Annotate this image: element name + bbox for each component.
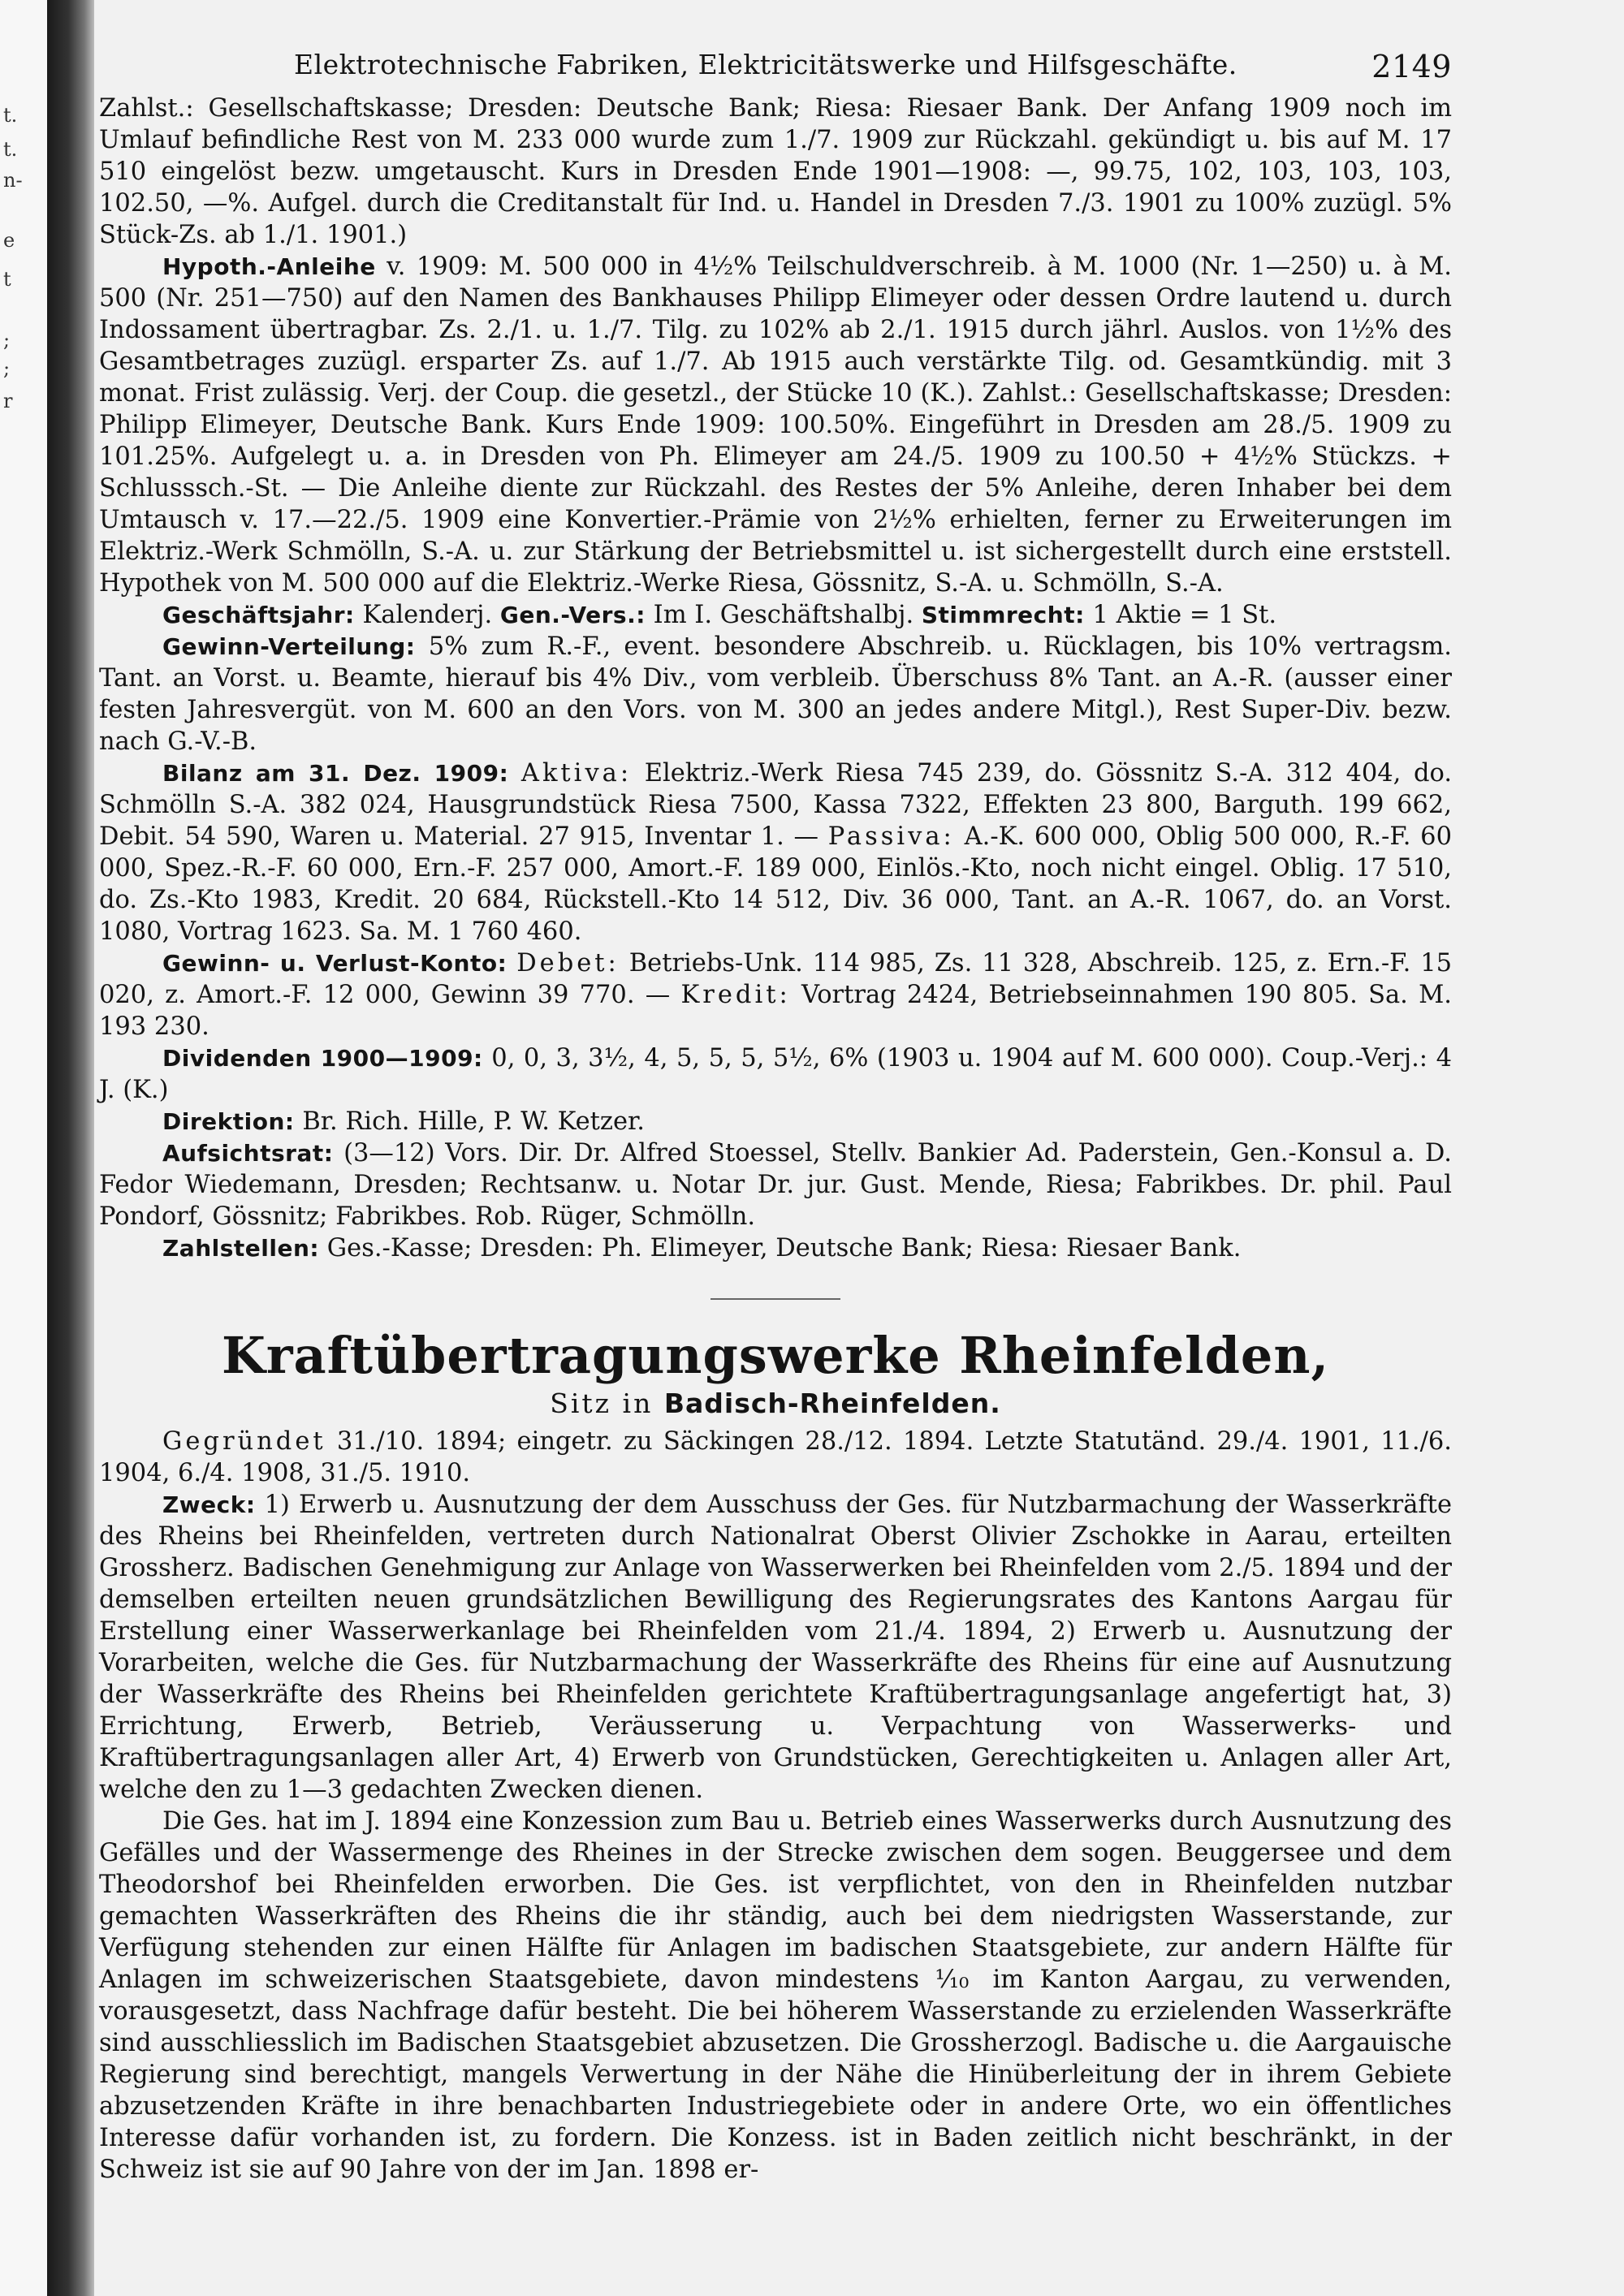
- section-divider: [710, 1298, 840, 1300]
- entry-continuation-paragraph: Zahlst.: Gesellschaftskasse; Dresden: Deutsche Bank; Riesa: Riesaer Bank. Der Anfang 1909 noch im Umlauf befindliche Rest von M. 233 000 wurde zum 1./7. 1909 zur Rückzahl. gekündigt u. bis auf M. 17 510 eingelöst bezw. umgetauscht. Kurs in Dresden Ende 1901—1908: —, 99.75, 102, 103, 103, 103, 102.50, —%. Aufgel. durch die Creditanstalt für Ind. u. Handel in Dresden 7./3. 1901 zu 100% zuzügl. 5% Stück-Zs. ab 1./1. 1901.): [99, 94, 1452, 249]
- section-text: 0, 0, 3, 3½, 4, 5, 5, 5, 5½, 6% (1903 u. 1904 auf M. 600 000). Coup.-Verj.: 4 J. (K.): [99, 1044, 1452, 1104]
- section-label: Hypoth.-Anleihe: [162, 253, 376, 280]
- kredit-text: Vortrag 2424, Betriebseinnahmen 190 805. Sa. M. 193 230.: [99, 981, 1453, 1041]
- adjacent-page-edge: [0, 0, 47, 2296]
- seat-prefix: Sitz in: [550, 1388, 654, 1419]
- section-text: Br. Rich. Hille, P. W. Ketzer.: [302, 1107, 645, 1136]
- section-label: Stimmrecht:: [921, 602, 1085, 628]
- margin-fragment: r: [3, 390, 13, 412]
- section-direktion: [99, 1106, 1452, 1137]
- section-label: Gen.-Vers.:: [499, 602, 646, 628]
- section-label: Direktion:: [162, 1108, 295, 1135]
- section-text: Ges.-Kasse; Dresden: Ph. Elimeyer, Deutsche Bank; Riesa: Riesaer Bank.: [326, 1234, 1242, 1262]
- section-label: Dividenden 1900—1909:: [162, 1045, 483, 1072]
- section-label: Bilanz am 31. Dez. 1909:: [162, 760, 509, 787]
- section-text: (3—12) Vors. Dir. Dr. Alfred Stoessel, Stellv. Bankier Ad. Paderstein, Gen.-Konsul a. D. Fedor Wiedemann, Dresden; Rechtsanw. u. Notar Dr. jur. Gust. Mende, Riesa; Fabrikbes. Dr. phil. Paul Pondorf, Gössnitz; Fabrikbes. Rob. Rüger, Schmölln.: [99, 1139, 1452, 1231]
- page-number: 2149: [1371, 49, 1452, 84]
- aktiva-text: Elektriz.-Werk Riesa 745 239, do. Gössnitz S.-A. 312 404, do. Schmölln S.-A. 382 024, Hausgrundstück Riesa 7500, Kassa 7322, Effekten 23 800, Barguth. 199 662, Debit. 54 590, Waren u. Material. 27 915, Inventar 1. —: [99, 759, 1453, 851]
- debet-label: Debet:: [516, 949, 620, 978]
- margin-fragment: t: [3, 268, 11, 291]
- section-text: Im I. Geschäftshalbj.: [653, 601, 922, 629]
- section-text: 31./10. 1894; eingetr. zu Säckingen 28./12. 1894. Letzte Statutänd. 29./4. 1901, 11./6. 1904, 6./4. 1908, 31./5. 1910.: [99, 1427, 1453, 1487]
- page-content: [99, 49, 1452, 2186]
- section-zahlstellen: [99, 1232, 1452, 1264]
- kredit-label: Kredit:: [680, 981, 791, 1009]
- section-text: 5% zum R.-F., event. besondere Abschreib. u. Rücklagen, bis 10% vertragsm. Tant. an Vorst. u. Beamte, hierauf bis 4% Div., vom verbleib. Überschuss 8% Tant. an A.-R. (ausser einer festen Jahresvergüt. von M. 600 an den Vors. von M. 300 an jedes andere Mitgl.), Rest Super-Div. bezw. nach G.-V.-B.: [99, 632, 1452, 756]
- section-label: Aufsichtsrat:: [162, 1140, 334, 1167]
- section-geschaeftsjahr: [99, 599, 1452, 631]
- entry-continued: [99, 93, 1452, 1264]
- passiva-label: Passiva:: [827, 822, 955, 851]
- section-hypoth-anleihe: [99, 251, 1452, 599]
- section-label: Zweck:: [162, 1491, 256, 1518]
- section-label: Gewinn- u. Verlust-Konto:: [162, 950, 508, 977]
- margin-fragment: ;: [3, 329, 11, 352]
- section-gewinn-verlust: [99, 947, 1452, 1042]
- running-header-title: Elektrotechnische Fabriken, Elektricitätswerke und Hilfsgeschäfte.: [294, 49, 1237, 80]
- seat-place: Badisch-Rheinfelden.: [663, 1388, 1001, 1419]
- company-seat: [99, 1388, 1452, 1419]
- section-text: Kalenderj.: [362, 601, 500, 629]
- section-bilanz: [99, 757, 1452, 947]
- section-label: Gegründet: [162, 1427, 326, 1456]
- debet-text: Betriebs-Unk. 114 985, Zs. 11 328, Abschreib. 125, z. Ern.-F. 15 020, z. Amort.-F. 12 000, Gewinn 39 770. —: [99, 949, 1453, 1009]
- section-gewinn-verteilung: [99, 631, 1452, 757]
- aktiva-label: Aktiva:: [520, 759, 633, 788]
- passiva-text: A.-K. 600 000, Oblig 500 000, R.-F. 60 000, Spez.-R.-F. 60 000, Ern.-F. 257 000, Amort.-F. 189 000, Einlös.-Kto, noch nicht eingel. Oblig. 17 510, do. Zs.-Kto 1983, Kredit. 20 684, Rückstell.-Kto 14 512, Div. 36 000, Tant. an A.-R. 1067, do. an Vorst. 1080, Vortrag 1623. Sa. M. 1 760 460.: [99, 822, 1452, 946]
- section-aufsichtsrat: [99, 1137, 1452, 1232]
- section-text: 1) Erwerb u. Ausnutzung der dem Ausschuss der Ges. für Nutzbarmachung der Wasserkräfte des Rheins bei Rheinfelden, vertreten durch Nationalrat Oberst Olivier Zschokke in Aarau, erteilten Grossherz. Badischen Genehmigung zur Anlage von Wasserwerken bei Rheinfelden vom 2./5. 1894 und der demselben erteilten neuen grundsätzlichen Bewilligung des Regierungsrates des Kantons Aargau für Erstellung einer Wasserwerkanlage bei Rheinfelden vom 21./4. 1894, 2) Erwerb u. Ausnutzung der Vorarbeiten, welche die Ges. für Nutzbarmachung der Wasserkräfte des Rheins für eine auf Ausnutzung der Wasserkräfte des Rheins bei Rheinfelden gerichtete Kraftübertragungsanlage angefertigt hat, 3) Errichtung, Erwerb, Betrieb, Veräusserung u. Verpachtung von Wasserwerks- und Kraftübertragungsanlagen aller Art, 4) Erwerb von Grundstücken, Gerechtigkeiten u. Anlagen aller Art, welche den zu 1—3 gedachten Zwecken dienen.: [99, 1491, 1452, 1804]
- section-zweck: [99, 1489, 1452, 1806]
- section-history: Die Ges. hat im J. 1894 eine Konzession zum Bau u. Betrieb eines Wasserwerks durch Ausnutzung des Gefälles und der Wassermenge des Rheines in der Strecke zwischen dem sogen. Beuggersee und dem Theodorshof bei Rheinfelden erworben. Die Ges. ist verpflichtet, von den in Rheinfelden nutzbar gemachten Wasserkräften des Rheins die ihr ständig, auch bei dem niedrigsten Wasserstande, zur Verfügung stehenden zur einen Hälfte für Anlagen im badischen Staatsgebiete, zur andern Hälfte für Anlagen im schweizerischen Staatsgebiete, davon mindestens ⅒ im Kanton Aargau, zu verwenden, vorausgesetzt, dass Nachfrage dafür besteht. Die bei höherem Wasserstande zu erzielenden Wasserkräfte sind ausschliesslich im Badischen Staatsgebiet abzusetzen. Die Grossherzogl. Badische u. die Aargauische Regierung sind berechtigt, mangels Verwertung in der Nähe die Hinüberleitung der in ihrem Gebiete abzusetzenden Kräfte in ihre benachbarten Industriegebiete oder in andere Orte, wo ein öffentliches Interesse dafür vorhanden ist, zu fordern. Die Konzess. ist in Baden zeitlich nicht beschränkt, in der Schweiz ist sie auf 90 Jahre von der im Jan. 1898 er-: [99, 1807, 1452, 2184]
- company-heading: Kraftübertragungswerke Rheinfelden,: [221, 1326, 1330, 1385]
- margin-fragment: n-: [3, 169, 23, 192]
- margin-fragment: e: [3, 229, 15, 252]
- entry-rheinfelden: [99, 1327, 1452, 2186]
- section-text: 1 Aktie = 1 St.: [1092, 601, 1277, 629]
- margin-fragment: t.: [3, 104, 18, 127]
- section-dividenden: [99, 1042, 1452, 1106]
- book-spine-shadow: [47, 0, 94, 2296]
- section-text: v. 1909: M. 500 000 in 4½% Teilschuldverschreib. à M. 1000 (Nr. 1—250) u. à M. 500 (Nr. 251—750) auf den Namen des Bankhauses Philipp Elimeyer oder dessen Ordre lautend u. durch Indossament übertragbar. Zs. 2./1. u. 1./7. Tilg. zu 102% ab 2./1. 1915 durch jährl. Auslos. von 1½% des Gesamtbetrages zuzügl. ersparter Zs. auf 1./7. Ab 1915 auch verstärkte Tilg. od. Gesamtkündig. mit 3 monat. Frist zulässig. Verj. der Coup. die gesetzl., der Stücke 10 (K.). Zahlst.: Gesellschaftskasse; Dresden: Philipp Elimeyer, Deutsche Bank. Kurs Ende 1909: 100.50%. Eingeführt in Dresden am 28./5. 1909 zu 101.25%. Aufgelegt u. a. in Dresden von Ph. Elimeyer am 24./5. 1909 zu 100.50 + 4½% Stückzs. + Schlusssch.-St. — Die Anleihe diente zur Rückzahl. des Restes der 5% Anleihe, deren Inhaber bei dem Umtausch v. 17.—22./5. 1909 eine Konvertier.-Prämie von 2½% erhielten, ferner zu Erweiterungen im Elektriz.-Werk Schmölln, S.-A. u. zur Stärkung der Betriebsmittel u. ist sichergestellt durch eine erststell. Hypothek von M. 500 000 auf die Elektriz.-Werke Riesa, Gössnitz, S.-A. u. Schmölln, S.-A.: [99, 252, 1452, 598]
- section-label: Geschäftsjahr:: [162, 602, 355, 628]
- margin-fragment: t.: [3, 138, 18, 161]
- margin-fragment: ;: [3, 357, 11, 380]
- section-gegruendet: [99, 1426, 1452, 1489]
- section-label: Gewinn-Verteilung:: [162, 633, 416, 660]
- running-header: [99, 49, 1452, 93]
- section-label: Zahlstellen:: [162, 1235, 320, 1262]
